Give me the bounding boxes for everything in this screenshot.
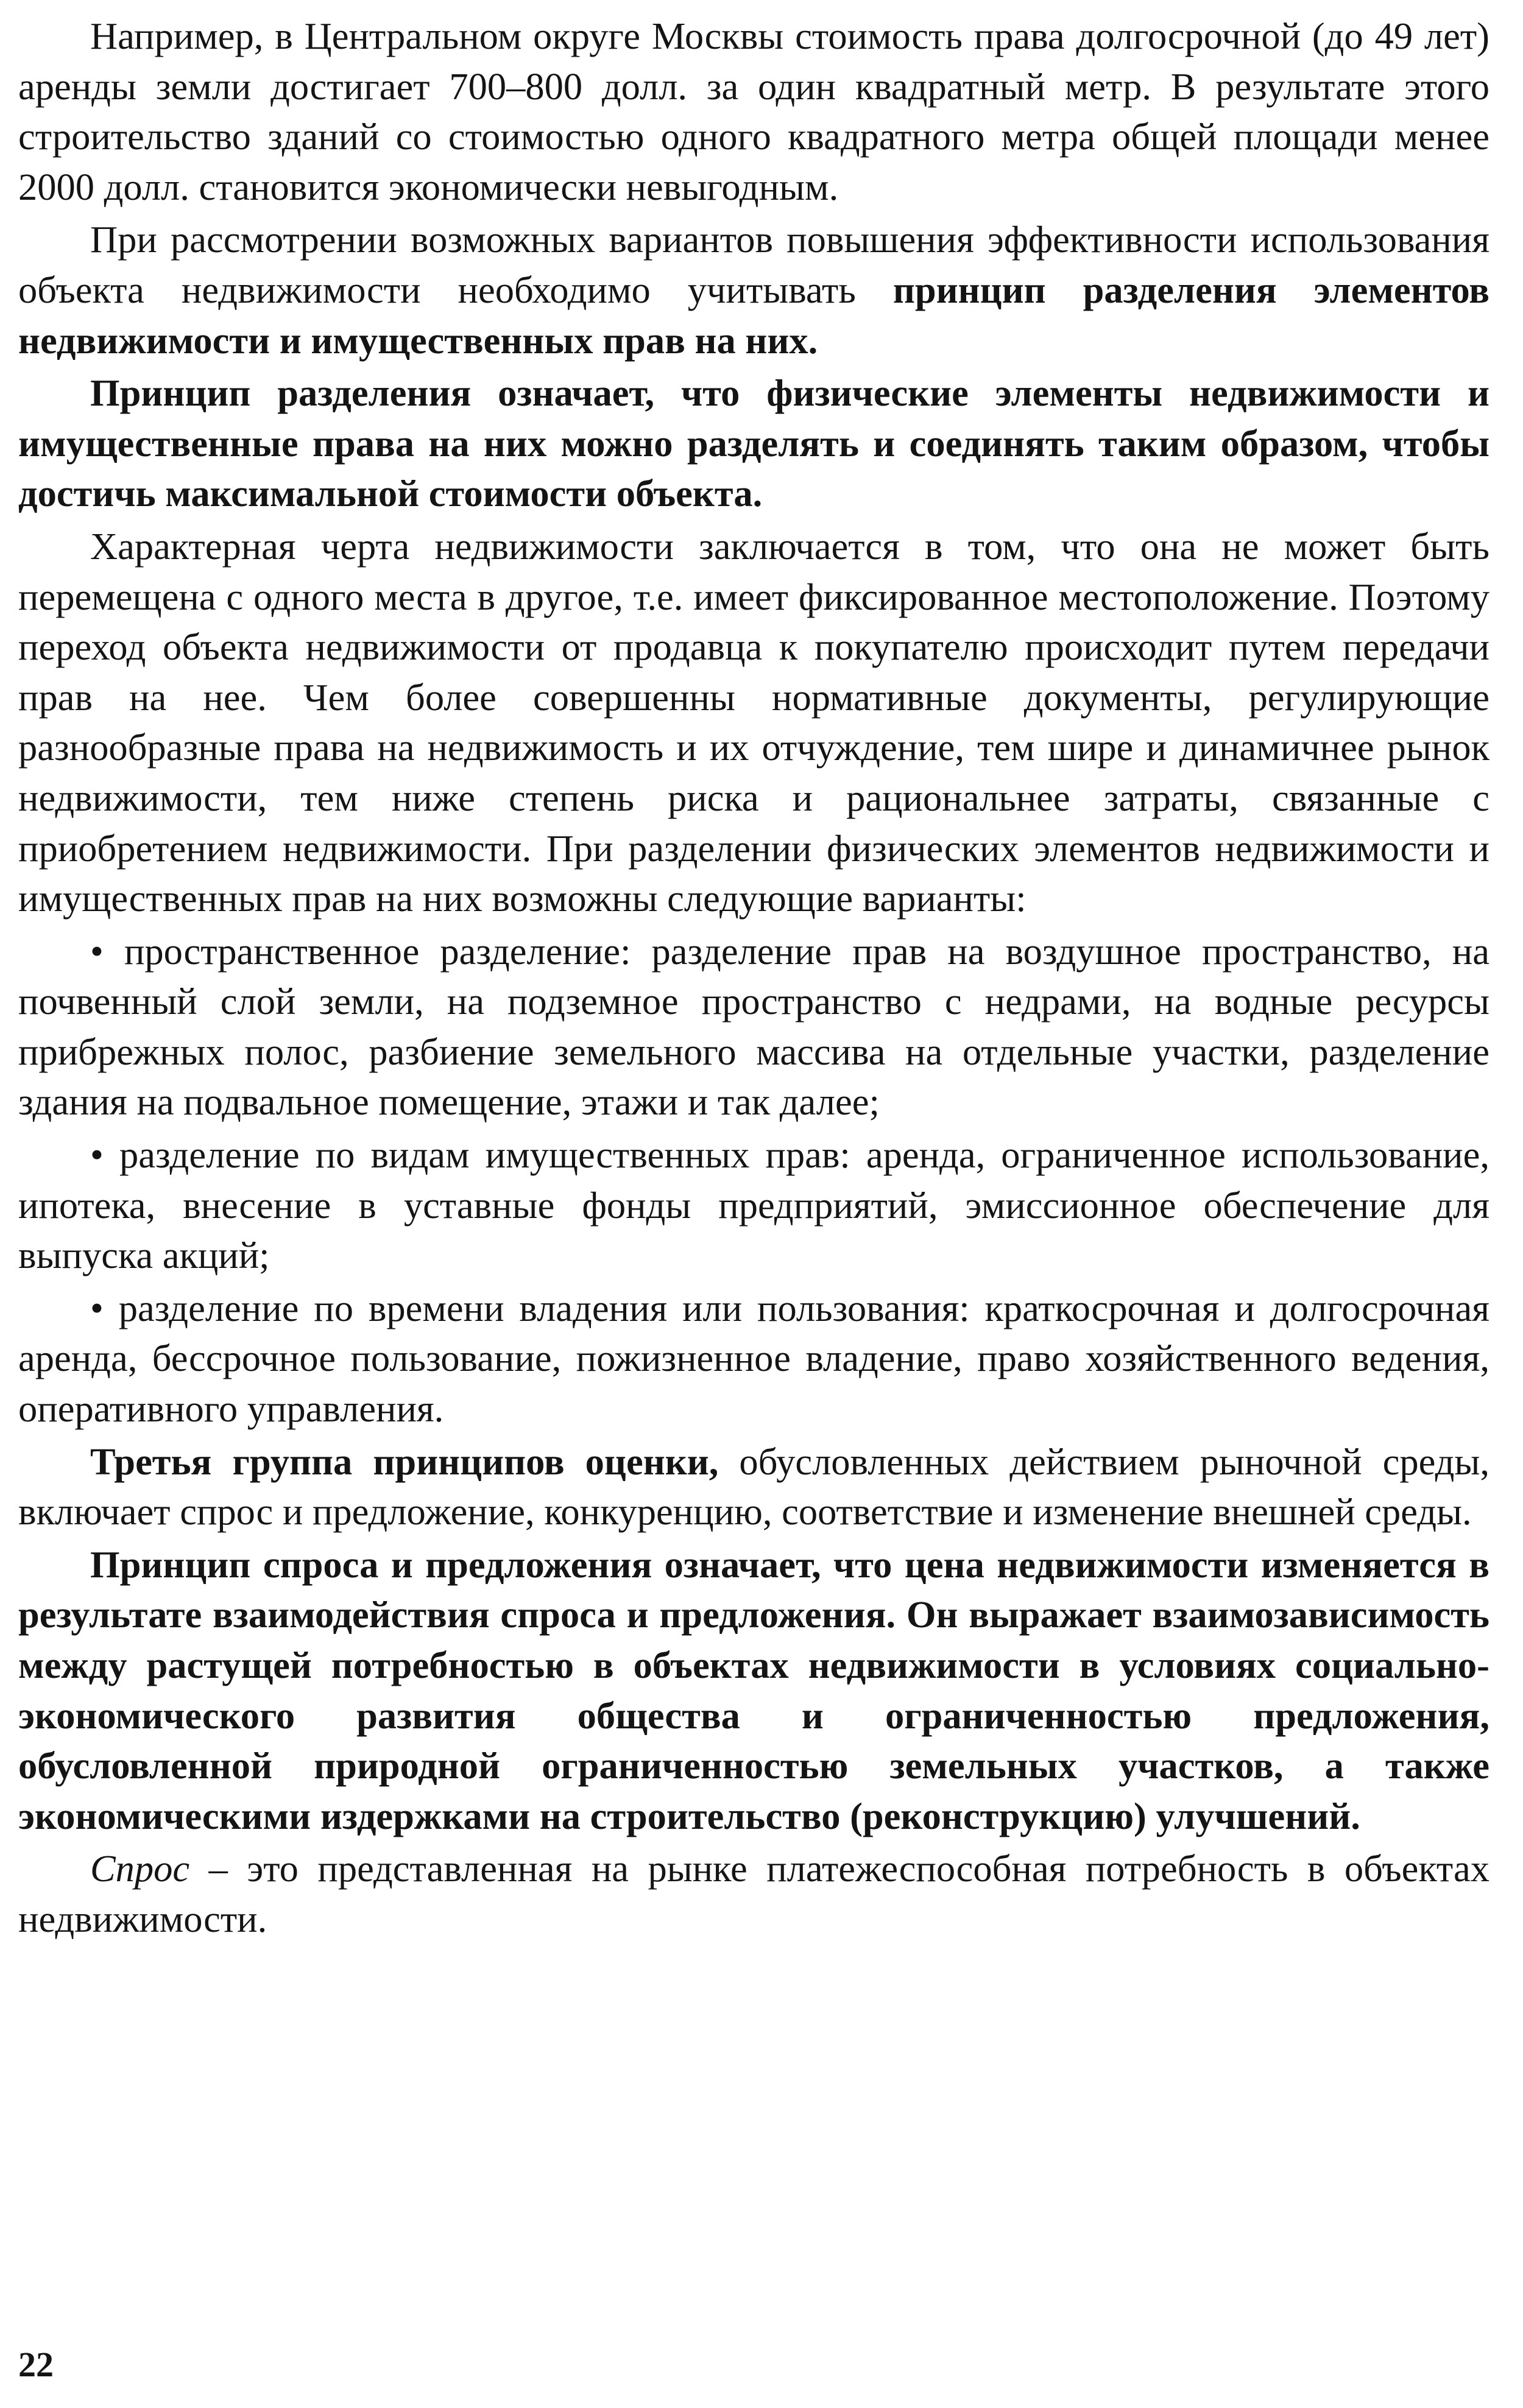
list-item-rights-type-separation: • разделение по видам имущественных прав: аренда, ограниченное использование, ипотека, внесение в уставные фонды предприятий, эмиссионное обеспечение для выпуска акций; <box>18 1133 1489 1277</box>
paragraph-demand-definition: Спрос – это представленная на рынке платежеспособная потребность в объектах недвижимости. <box>18 1847 1489 1940</box>
paragraph-moscow-land-lease: Например, в Центральном округе Москвы стоимость права долгосрочной (до 49 лет) аренды земли достигает 700–800 долл. за один квадратный метр. В результате этого строительство зданий со стоимостью одного квадратного метра общей площади менее 2000 долл. становится экономически невыгодным. <box>18 15 1489 208</box>
paragraph-supply-demand-principle: Принцип спроса и предложения означает, что цена недвижимости изменяется в результате взаимодействия спроса и предложения. Он выражает взаимозависимость между растущей потребностью в объектах недвижимости в условиях социально-экономического развития общества и ограниченностью предложения, обусловленной природной ограниченностью земельных участков, а также экономическими издержками на строительство (реконструкцию) улучшений. <box>18 1543 1489 1837</box>
list-item-time-separation: • разделение по времени владения или пользования: краткосрочная и долгосрочная аренда, бессрочное пользование, пожизненное владение, право хозяйственного ведения, оперативного управления. <box>18 1286 1489 1431</box>
emphasis-demand-term: Спрос <box>90 1847 190 1890</box>
paragraph-third-group-principles: Третья группа принципов оценки, обусловленных действием рыночной среды, включает спрос и предложение, конкуренцию, соответствие и изменение внешней среды. <box>18 1440 1490 1533</box>
paragraph-separation-principle-definition: Принцип разделения означает, что физические элементы недвижимости и имущественные права на них можно разделять и соединять таким образом, чтобы достичь максимальной стоимости объекта. <box>18 371 1489 515</box>
list-item-spatial-separation: • пространственное разделение: разделение прав на воздушное пространство, на почвенный слой земли, на подземное пространство с недрами, на водные ресурсы прибрежных полос, разбиение земельного массива на отдельные участки, разделение здания на подвальное помещение, этажи и так далее; <box>18 929 1489 1124</box>
paragraph-real-estate-characteristic: Характерная черта недвижимости заключается в том, что она не может быть перемещена с одного места в другое, т.е. имеет фиксированное местоположение. Поэтому переход объекта недвижимости от продавца к покупателю происходит путем передачи прав на нее. Чем более совершенны нормативные документы, регулирующие разнообразные права на недвижимость и их отчуждение, тем шире и динамичнее рынок недвижимости, тем ниже степень риска и рациональнее затраты, связанные с приобретением недвижимости. При разделении физических элементов недвижимости и имущественных прав на них возможны следующие варианты: <box>18 524 1489 920</box>
page-body <box>18 11 1489 1947</box>
paragraph-efficiency-variants: При рассмотрении возможных вариантов повышения эффективности использования объекта недвижимости необходимо учитывать принцип разделения элементов недвижимости и имущественных прав на них. <box>18 218 1489 362</box>
emphasis-separation-principle: принцип разделения элементов недвижимости и имущественных прав на них. <box>18 268 1489 362</box>
page-number: 22 <box>18 2345 54 2384</box>
emphasis-third-group: Третья группа принципов оценки, <box>90 1440 719 1483</box>
